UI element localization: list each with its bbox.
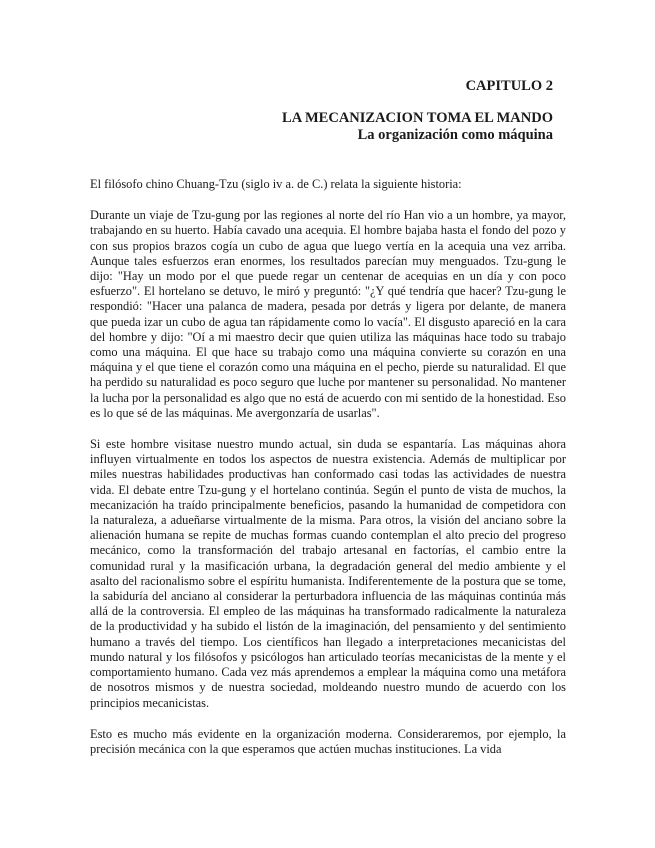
chapter-label: CAPITULO 2 xyxy=(465,78,553,94)
paragraph-intro: El filósofo chino Chuang-Tzu (siglo iv a. de C.) relata la siguiente historia: xyxy=(90,177,462,191)
paragraph-organization: Esto es mucho más evidente en la organización moderna. Consideraremos, por ejemplo, la precisión mecánica con la que esperamos que actúen muchas instituciones. La vida xyxy=(90,726,566,756)
paragraph-story: Durante un viaje de Tzu-gung por las regiones al norte del río Han vio a un hombre, ya mayor, trabajando en su huerto. Había cavado una acequia. El hombre bajaba hasta el fondo del pozo y con sus propios brazos cogía un cubo de agua que luego vertía en la acequia una vez arriba. Aunque tales esfuerzos eran enormes, los resultados parecían muy menguados. Tzu-gung le dijo: "Hay un modo por el que puede regar un centenar de acequias en un día y con poco esfuerzo". El hortelano se detuvo, le miró y preguntó: "¿Y qué tendría que hacer? Tzu-gung le respondió: "Hacer una palanca de madera, pesada por detrás y ligera por delante, de manera que pueda izar un cubo de agua tan rápidamente como lo vacía". El disgusto apareció en la cara del hombre y dijo: "Oí a mi maestro decir que quien utiliza las máquinas hace todo su trabajo como una máquina. El que hace su trabajo como una máquina convierte su corazón en una máquina y el que tiene el corazón como una máquina en el pecho, pierde su naturalidad. El que ha perdido su naturalidad es poco seguro que luche por mantener su personalidad. No mantener la lucha por la personalidad es algo que no está de acuerdo con mi sentido de la honestidad. Eso es lo que sé de las máquinas. Me avergonzaría de usarlas". xyxy=(90,208,566,420)
chapter-title: LA MECANIZACION TOMA EL MANDO xyxy=(282,110,553,126)
paragraph-modern-world: Si este hombre visitase nuestro mundo actual, sin duda se espantaría. Las máquinas ahora influyen virtualmente en todos los aspectos de nuestra existencia. Además de multiplicar por miles nuestras habilidades productivas han conformado casi todas las actividades de nuestra vida. El debate entre Tzu-gung y el hortelano continúa. Según el punto de vista de muchos, la mecanización ha traído principalmente beneficios, pasando la humanidad de competidora con la naturaleza, a adueñarse virtualmente de la misma. Para otros, la visión del anciano sobre la alienación humana se repite de muchas formas cuando contemplan el alto precio del progreso mecánico, como la transformación del trabajo artesanal en factorías, el cambio entre la comunidad rural y la masificación urbana, la degradación general del medio ambiente y el asalto del racionalismo sobre el espíritu humanista. Indiferentemente de la postura que se tome, la sabiduría del anciano al considerar la perturbadora influencia de las máquinas continúa más allá de la controversia. El empleo de las máquinas ha transformado radicalmente la naturaleza de la productividad y ha subido el listón de la imaginación, del pensamiento y del sentimiento humano a través del tiempo. Los científicos han llegado a interpretaciones mecanicistas del mundo natural y los filósofos y psicólogos han articulado teorías mecanicistas de la mente y el comportamiento humano. Cada vez más aprendemos a emplear la máquina como una metáfora de nosotros mismos y de nuestra sociedad, moldeando nuestro mundo de acuerdo con los principios mecanicistas. xyxy=(90,437,566,710)
chapter-subtitle: La organización como máquina xyxy=(357,127,553,143)
body-text xyxy=(90,177,566,773)
